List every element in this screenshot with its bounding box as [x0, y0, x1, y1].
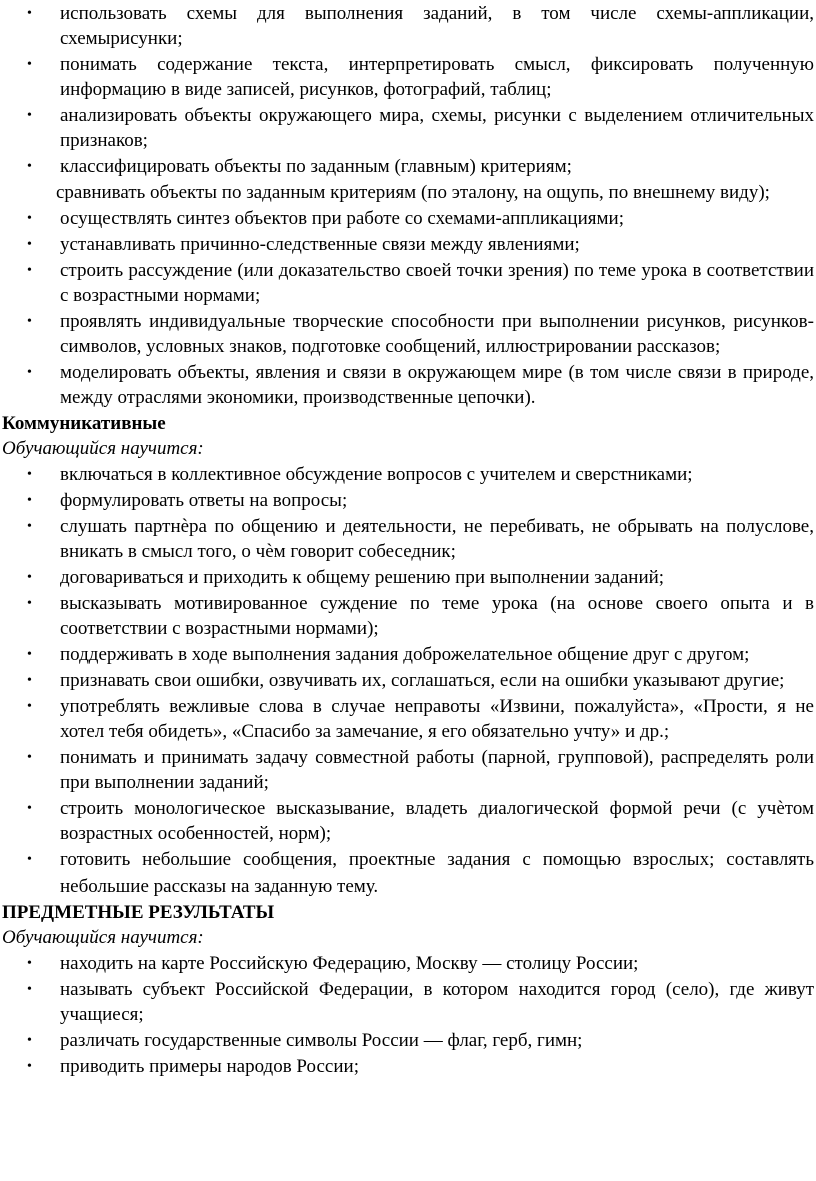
subject-subheading: Обучающийся научится: [2, 927, 204, 948]
list-item: • понимать содержание текста, интерпретировать смысл, фиксировать полученную информацию в виде записей, рисунков, фотографий, таблиц; [0, 52, 816, 102]
list-item: • использовать схемы для выполнения заданий, в том числе схемы-аппликации, схемырисунки; [0, 1, 816, 51]
list-item: • готовить небольшие сообщения, проектные задания с помощью взрослых; составлять небольшие рассказы на заданную тему. [0, 847, 816, 899]
communicative-skills-list [0, 462, 816, 899]
list-item: • признавать свои ошибки, озвучивать их, соглашаться, если на ошибки указывают другие; [0, 668, 816, 693]
list-item: • проявлять индивидуальные творческие способности при выполнении рисунков, рисунков-символов, условных знаков, подготовке сообщений, иллюстрировании рассказов; [0, 309, 816, 359]
list-item: • различать государственные символы России — флаг, герб, гимн; [0, 1028, 816, 1053]
list-item: • поддерживать в ходе выполнения задания доброжелательное общение друг с другом; [0, 642, 816, 667]
list-item: • классифицировать объекты по заданным (главным) критериям; [0, 154, 816, 179]
list-item: • включаться в коллективное обсуждение вопросов с учителем и сверстниками; [0, 462, 816, 487]
communicative-heading: Коммуникативные [2, 413, 166, 434]
list-item: • устанавливать причинно-следственные связи между явлениями; [0, 232, 816, 257]
list-item: • анализировать объекты окружающего мира, схемы, рисунки с выделением отличительных признаков; [0, 103, 816, 153]
list-item: • слушать партнѐра по общению и деятельности, не перебивать, не обрывать на полуслове, вникать в смысл того, о чѐм говорит собеседник; [0, 514, 816, 564]
list-item: • понимать и принимать задачу совместной работы (парной, групповой), распределять роли при выполнении заданий; [0, 745, 816, 795]
list-item: • приводить примеры народов России; [0, 1054, 816, 1079]
list-item: • осуществлять синтез объектов при работе со схемами-аппликациями; [0, 206, 816, 231]
list-item: • строить рассуждение (или доказательство своей точки зрения) по теме урока в соответствии с возрастными нормами; [0, 258, 816, 308]
list-item: • строить монологическое высказывание, владеть диалогической формой речи (с учѐтом возрастных особенностей, норм); [0, 796, 816, 846]
cognitive-skills-list [0, 1, 816, 410]
list-item: • договариваться и приходить к общему решению при выполнении заданий; [0, 565, 816, 590]
subject-skills-list [0, 951, 816, 1079]
list-item: • формулировать ответы на вопросы; [0, 488, 816, 513]
list-item: • называть субъект Российской Федерации, в котором находится город (село), где живут учащиеся; [0, 977, 816, 1027]
list-item: • употреблять вежливые слова в случае неправоты «Извини, пожалуйста», «Прости, я не хотел тебя обидеть», «Спасибо за замечание, я его обязательно учту» и др.; [0, 694, 816, 744]
list-item: • моделировать объекты, явления и связи в окружающем мире (в том числе связи в природе, между отраслями экономики, производственные цепочки). [0, 360, 816, 410]
subject-results-heading: ПРЕДМЕТНЫЕ РЕЗУЛЬТАТЫ [2, 902, 275, 923]
list-item: • высказывать мотивированное суждение по теме урока (на основе своего опыта и в соответствии с возрастными нормами); [0, 591, 816, 641]
list-item: • находить на карте Российскую Федерацию, Москву — столицу России; [0, 951, 816, 976]
list-item: сравнивать объекты по заданным критериям (по эталону, на ощупь, по внешнему виду); [56, 182, 770, 203]
communicative-subheading: Обучающийся научится: [2, 438, 204, 459]
